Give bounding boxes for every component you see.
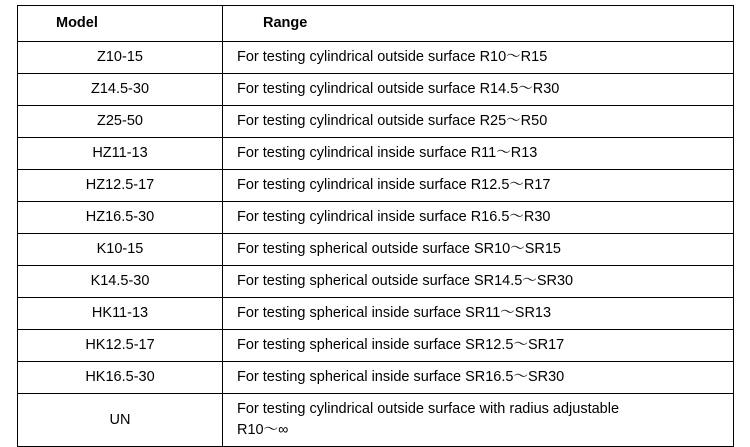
cell-model: HZ12.5-17 (18, 170, 223, 202)
cell-model: Z25-50 (18, 106, 223, 138)
specification-table-container (17, 5, 733, 447)
cell-model: HZ11-13 (18, 138, 223, 170)
cell-range: For testing spherical outside surface SR14.5～SR30 (223, 266, 734, 298)
table-row (18, 74, 734, 106)
cell-range: For testing cylindrical outside surface R14.5～R30 (223, 74, 734, 106)
table-row (18, 106, 734, 138)
cell-model: Z10-15 (18, 42, 223, 74)
cell-model: HK16.5-30 (18, 362, 223, 394)
cell-range (223, 394, 734, 447)
cell-model: HZ16.5-30 (18, 202, 223, 234)
table-row (18, 266, 734, 298)
specification-table (17, 5, 734, 447)
cell-model: HK12.5-17 (18, 330, 223, 362)
table-row (18, 138, 734, 170)
cell-range: For testing cylindrical inside surface R11～R13 (223, 138, 734, 170)
cell-range-line1: For testing cylindrical outside surface with radius adjustable (237, 401, 620, 418)
cell-range-line2: R10～∞ (237, 422, 289, 439)
cell-model: K14.5-30 (18, 266, 223, 298)
cell-model: Z14.5-30 (18, 74, 223, 106)
cell-range: For testing spherical inside surface SR11～SR13 (223, 298, 734, 330)
table-row (18, 170, 734, 202)
cell-range: For testing spherical outside surface SR10～SR15 (223, 234, 734, 266)
cell-range: For testing cylindrical inside surface R12.5～R17 (223, 170, 734, 202)
column-header-range: Range (223, 6, 734, 42)
table-row (18, 298, 734, 330)
cell-range: For testing spherical inside surface SR12.5～SR17 (223, 330, 734, 362)
table-row (18, 362, 734, 394)
table-row (18, 394, 734, 447)
table-row (18, 330, 734, 362)
cell-range: For testing cylindrical inside surface R16.5～R30 (223, 202, 734, 234)
cell-range: For testing cylindrical outside surface R25～R50 (223, 106, 734, 138)
cell-range: For testing cylindrical outside surface R10～R15 (223, 42, 734, 74)
cell-model: HK11-13 (18, 298, 223, 330)
column-header-model: Model (18, 6, 223, 42)
table-row (18, 202, 734, 234)
table-row (18, 42, 734, 74)
cell-model: K10-15 (18, 234, 223, 266)
cell-range: For testing spherical inside surface SR16.5～SR30 (223, 362, 734, 394)
table-row (18, 234, 734, 266)
table-header-row (18, 6, 734, 42)
cell-model: UN (18, 394, 223, 447)
